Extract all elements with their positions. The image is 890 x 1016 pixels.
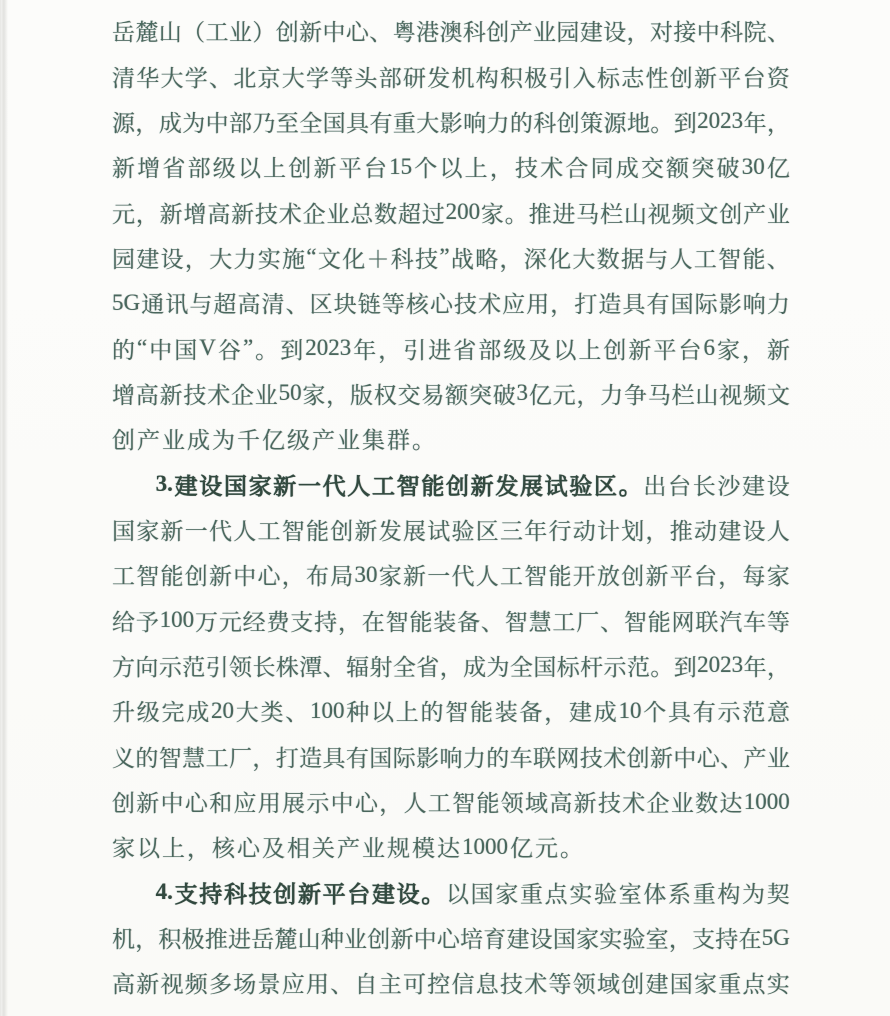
text-line: 元 ， 新 增 高 新 技 术 企 业 总 数 超 过 200 家 。 推 进 马 栏 山 视 频 文 创 产 业 <box>112 199 790 227</box>
text-line: 创 新 中 心 和 应 用 展 示 中 心 ， 人 工 智 能 领 域 高 新 技 术 企 业 数 达 1000 <box>112 788 790 817</box>
text-line: 升 级 完 成 20 大 类 、 100 种 以 上 的 智 能 装 备 ， 建 成 10 个 具 有 示 范 意 <box>112 697 790 726</box>
text-line: 新 增 省 部 级 以 上 创 新 平 台 15 个 以 上 ， 技 术 合 同 成 交 额 突 破 30 亿 <box>112 153 790 182</box>
text-line: 创 产 业 成 为 千 亿 级 产 业 集 群 。 <box>112 428 435 454</box>
text-line: 5G 通 讯 与 超 高 清 、 区 块 链 等 核 心 技 术 应 用 ， 打 造 具 有 国 际 影 响 力 <box>112 289 790 318</box>
text-line: 方 向 示 范 引 领 长 株 潭 、 辐 射 全 省 ， 成 为 全 国 标 杆 示 范 。 到 2023 年 ， <box>112 652 790 680</box>
text-line: 4. 支 持 科 技 创 新 平 台 建 设 。 以 国 家 重 点 实 验 室 体 系 重 构 为 契 <box>155 879 790 907</box>
text-line: 义 的 智 慧 工 厂 ， 打 造 具 有 国 际 影 响 力 的 车 联 网 技 术 创 新 中 心 、 产 业 <box>112 745 790 771</box>
text-line: 给 予 100 万 元 经 费 支 持 ， 在 智 能 装 备 、 智 慧 工 厂 、 智 能 网 联 汽 车 等 <box>112 607 790 635</box>
text-line: 源 ， 成 为 中 部 乃 至 全 国 具 有 重 大 影 响 力 的 科 创 策 源 地 。 到 2023 年 ， <box>112 108 790 136</box>
text-line: 工 智 能 创 新 中 心 ， 布 局 30 家 新 一 代 人 工 智 能 开 放 创 新 平 台 ， 每 家 <box>112 561 790 590</box>
text-line: 清 华 大 学 、 北 京 大 学 等 头 部 研 发 机 构 积 极 引 入 标 志 性 创 新 平 台 资 <box>112 65 790 91</box>
text-line: 家 以 上 ， 核 心 及 相 关 产 业 规 模 达 1000 亿 元 。 <box>112 833 583 862</box>
text-line: 岳 麓 山 （ 工 业 ） 创 新 中 心 、 粤 港 澳 科 创 产 业 园 建 设 ， 对 接 中 科 院 、 <box>112 20 790 46</box>
text-line: 的 “ 中 国 V 谷 ” 。 到 2023 年 ， 引 进 省 部 级 及 以 上 创 新 平 台 6 家 ， 新 <box>112 335 790 363</box>
text-line: 增 高 新 技 术 企 业 50 家 ， 版 权 交 易 额 突 破 3 亿 元 ， 力 争 马 栏 山 视 频 文 <box>112 380 790 408</box>
text-line: 国 家 新 一 代 人 工 智 能 创 新 发 展 试 验 区 三 年 行 动 计 划 ， 推 动 建 设 人 <box>112 518 790 544</box>
text-line: 高 新 视 频 多 场 景 应 用 、 自 主 可 控 信 息 技 术 等 领 域 创 建 国 家 重 点 实 <box>112 972 790 998</box>
text-block <box>112 8 790 1006</box>
text-line: 3. 建 设 国 家 新 一 代 人 工 智 能 创 新 发 展 试 验 区 。 出 台 长 沙 建 设 <box>155 471 790 499</box>
text-line: 园 建 设 ， 大 力 实 施 “ 文 化 ＋ 科 技 ” 战 略 ， 深 化 大 数 据 与 人 工 智 能 、 <box>112 244 790 272</box>
text-line: 机 ， 积 极 推 进 岳 麓 山 种 业 创 新 中 心 培 育 建 设 国 家 实 验 室 ， 支 持 在 5G <box>112 924 790 953</box>
page-left-edge <box>0 0 8 1016</box>
